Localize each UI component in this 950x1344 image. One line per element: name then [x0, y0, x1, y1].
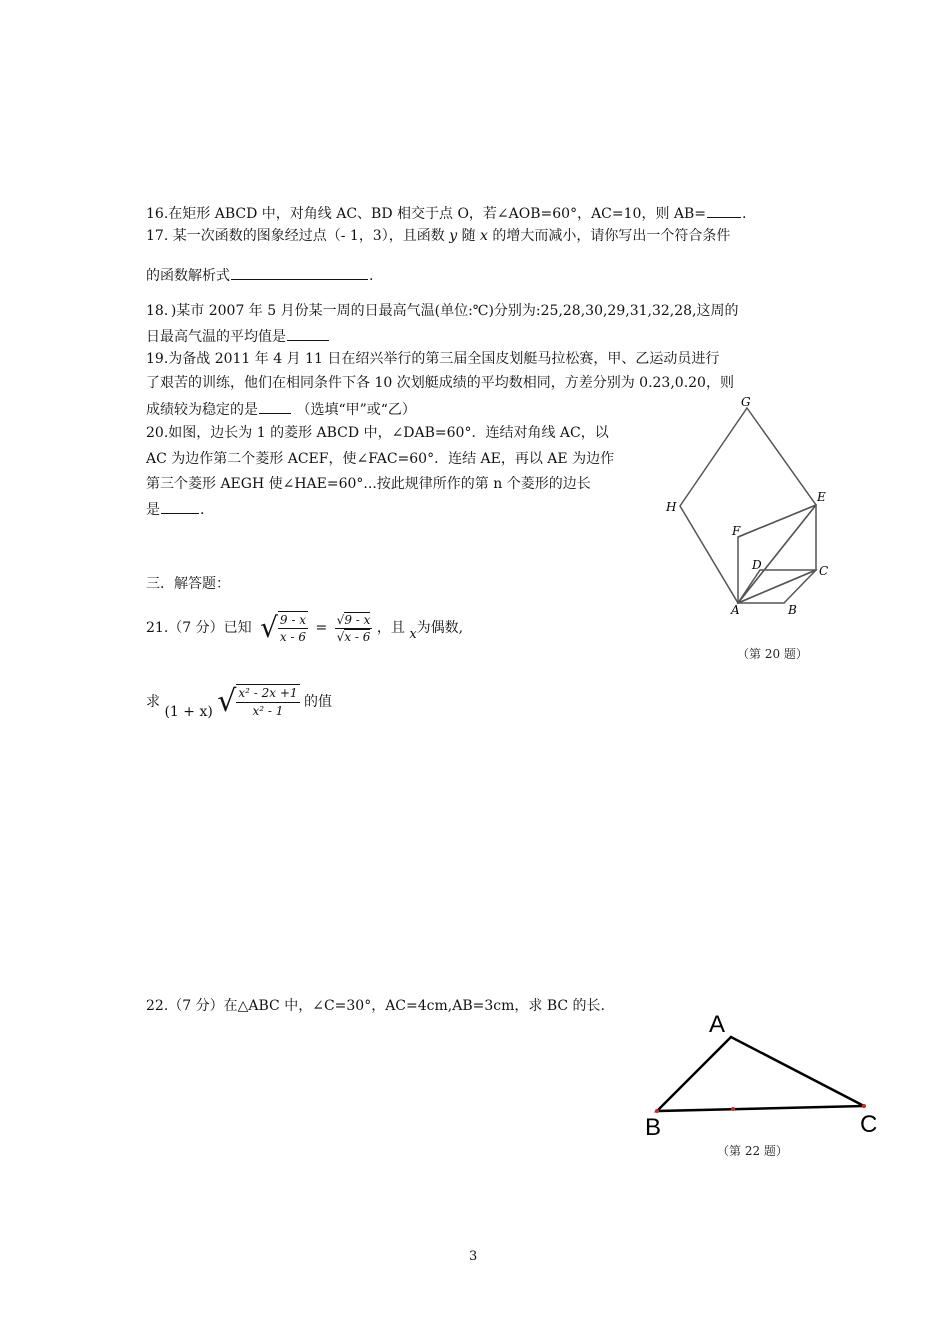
question-18-line1: 18．)某市 2007 年 5 月份某一周的日最高气温(单位:℃)分别为:25,28,30,29,31,32,28,这周的 — [146, 303, 739, 319]
point-c-dot — [862, 1104, 866, 1108]
question-19-line2: 了艰苦的训练，他们在相同条件下各 10 次划艇成绩的平均数相同，方差分别为 0.23,0.20，则 — [146, 375, 734, 391]
question-18-line2 — [146, 327, 330, 345]
q21-sqrt-num-wrap: √9 - x — [336, 612, 371, 627]
question-17-line2 — [146, 266, 373, 284]
q21-sqrt-den: x - 6 — [344, 629, 371, 644]
midpoint-dot — [731, 1107, 735, 1111]
q17-point-x: - 1 — [340, 228, 359, 244]
q17-part4: 的增大而减小，请你写出一个符合条件 — [492, 228, 731, 244]
triangle-abc — [657, 1037, 864, 1111]
answer-blank — [707, 204, 741, 218]
q17-var-y: y — [449, 228, 458, 244]
question-20-line3: 第三个菱形 AEGH 使∠HAE=60°...按此规律所作的第 n 个菱形的边长 — [146, 476, 591, 492]
q21-expr-num: x² - 2x +1 — [238, 686, 298, 700]
q17-part1: 17. 某一次函数的图象经过点（ — [146, 228, 341, 244]
q21-expr-sqrt — [217, 682, 299, 722]
q20-line4b: . — [200, 502, 205, 518]
figure-caption-q22: （第 22 题） — [717, 1144, 788, 1158]
sqrt-sign: √ — [217, 684, 237, 719]
q21-factor: (1 + x) — [164, 704, 213, 720]
sqrt-sign: √ — [260, 611, 278, 644]
label-c: C — [819, 564, 829, 578]
q21-frac — [278, 611, 308, 645]
answer-blank — [259, 400, 291, 414]
answer-blank — [287, 327, 329, 341]
q17-part3: 随 — [461, 228, 476, 244]
label-c: C — [860, 1111, 878, 1138]
q21-tail: 的值 — [304, 694, 333, 710]
question-20-line1: 20.如图，边长为 1 的菱形 ABCD 中，∠DAB=60°．连结对角线 AC，以 — [146, 425, 609, 441]
question-16 — [146, 204, 746, 222]
q21-ask: 求 — [146, 694, 160, 710]
q20-line4a: 是 — [146, 502, 160, 518]
q21-sqrt-den-wrap: √x - 6 — [336, 629, 371, 644]
q17-part2: ，3），且函数 — [358, 228, 445, 244]
segment-fe — [738, 505, 816, 537]
q21-expr-frac — [236, 684, 299, 720]
q17-var-x: x — [480, 228, 488, 244]
label-d: D — [752, 558, 762, 572]
rhombus-figure-q20 — [660, 390, 840, 620]
q19-line3a: 成绩较为稳定的是 — [146, 402, 258, 418]
q21-part1: 21.（7 分）已知 — [146, 620, 252, 636]
label-f: F — [732, 524, 741, 538]
label-a: A — [709, 1011, 726, 1038]
label-h: H — [666, 500, 677, 514]
q18-line2: 日最高气温的平均值是 — [146, 329, 286, 345]
question-17 — [146, 228, 730, 244]
answer-blank — [161, 500, 199, 514]
question-22: 22.（7 分）在△ABC 中，∠C=30°，AC=4cm,AB=3cm，求 BC 的长. — [146, 998, 605, 1014]
section-heading: 三．解答题： — [146, 576, 230, 592]
q21-part2: ，且 — [376, 620, 405, 636]
page-number: 3 — [469, 1249, 478, 1264]
answer-blank — [231, 266, 368, 280]
figure-caption-q20: （第 20 题） — [737, 647, 808, 661]
q16-text: 16.在矩形 ABCD 中，对角线 AC、BD 相交于点 O，若∠AOB=60°，AC=10，则 AB= — [146, 206, 707, 222]
label-b: B — [788, 603, 797, 617]
question-21-ask — [146, 682, 332, 726]
q21-var: x — [409, 627, 417, 642]
question-20-line2: AC 为边作第二个菱形 ACEF，使∠FAC=60°．连结 AE，再以 AE 为边作 — [146, 451, 615, 467]
q17-end: . — [369, 268, 374, 284]
q21-den: x - 6 — [279, 630, 307, 644]
diagonal-ae — [738, 505, 816, 603]
question-19-line1: 19.为备战 2011 年 4 月 11 日在绍兴举行的第三届全国皮划艇马拉松赛，甲、乙运动员进行 — [146, 351, 720, 367]
rhombus-aegh — [680, 408, 816, 603]
question-21 — [146, 608, 463, 652]
label-b: B — [645, 1114, 662, 1141]
q21-num: 9 - x — [279, 613, 307, 627]
question-20-line4 — [146, 500, 204, 518]
point-b-dot — [655, 1109, 659, 1113]
q16-end: . — [742, 206, 747, 222]
q21-eq: = — [315, 620, 328, 636]
label-g: G — [741, 395, 751, 409]
label-e: E — [817, 490, 826, 504]
q19-line3b: （选填“甲”或“乙） — [296, 402, 416, 418]
q21-frac-of-sqrts — [335, 612, 373, 645]
triangle-figure-q22 — [640, 1005, 890, 1155]
q17-line2: 的函数解析式 — [146, 268, 230, 284]
q21-expr-den: x² - 1 — [236, 702, 299, 720]
q21-sqrt-fraction — [260, 608, 308, 648]
label-a: A — [731, 603, 740, 617]
q21-part3: 为偶数, — [416, 620, 464, 636]
question-19-line3 — [146, 400, 416, 418]
q21-sqrt-num: 9 - x — [344, 612, 371, 627]
